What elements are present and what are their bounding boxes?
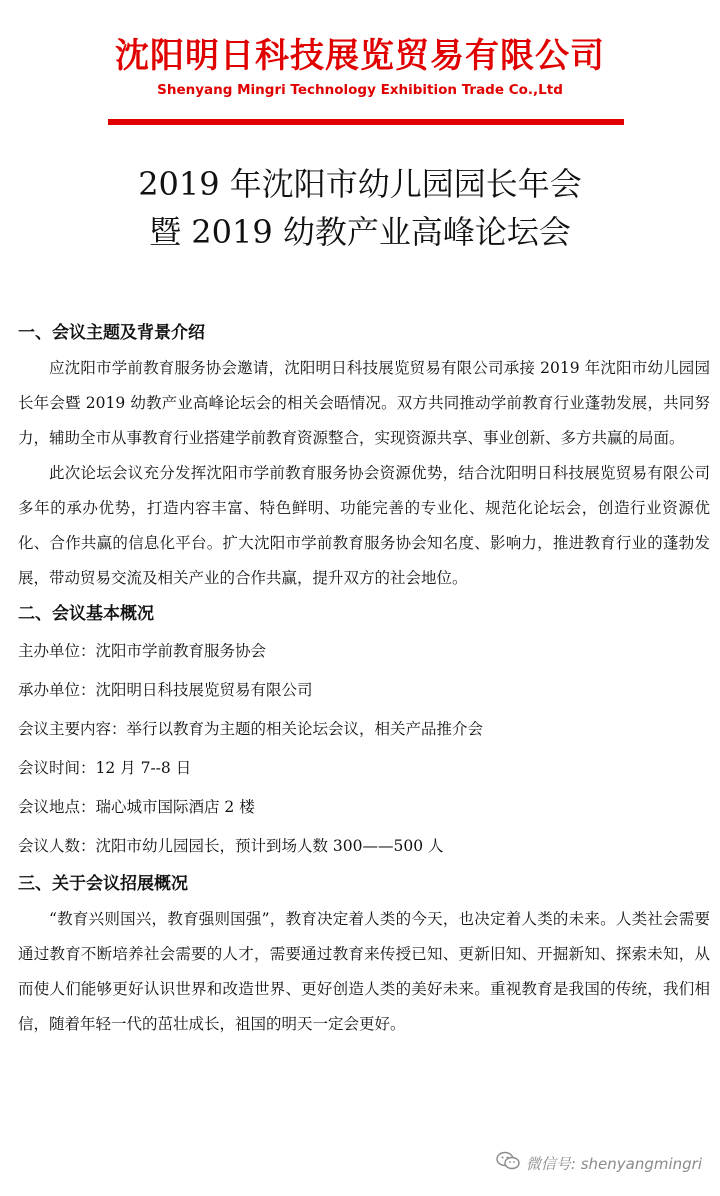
- title-line-2: 暨 2019 幼教产业高峰论坛会: [149, 213, 571, 251]
- exhibition-paragraph: “教育兴则国兴，教育强则国强”，教育决定着人类的今天，也决定着人类的未来。人类社会需要通过教育不断培养社会需要的人才，需要通过教育来传授已知、更新旧知、开掘新知、探索未知，从而使人们能够更好认识世界和改造世界、更好创造人类的美好未来。重视教育是我国的传统，我们相信，随着年轻一代的茁壮成长，祖国的明天一定会更好。: [18, 910, 710, 1033]
- info-organizer: 承办单位：沈阳明日科技展览贸易有限公司: [18, 681, 313, 699]
- wechat-icon: [496, 1151, 520, 1175]
- info-time: 会议时间：12 月 7--8 日: [18, 759, 192, 777]
- document-title: [0, 160, 720, 256]
- info-content: 会议主要内容：举行以教育为主题的相关论坛会议，相关产品推介会: [18, 720, 484, 738]
- section-heading-background: 一、会议主题及背景介绍: [18, 323, 205, 343]
- section-heading-overview: 二、会议基本概况: [18, 604, 154, 624]
- info-attendance: 会议人数：沈阳市幼儿园园长，预计到场人数 300——500 人: [18, 837, 444, 855]
- header-divider: [108, 119, 624, 125]
- company-name-en: Shenyang Mingri Technology Exhibition Trade Co.,Ltd: [157, 82, 563, 98]
- wechat-id-text: 微信号: shenyangmingri: [525, 1154, 702, 1173]
- info-venue: 会议地点：瑞心城市国际酒店 2 楼: [18, 798, 255, 816]
- info-host: 主办单位：沈阳市学前教育服务协会: [18, 642, 267, 660]
- company-name-cn: 沈阳明日科技展览贸易有限公司: [115, 36, 605, 76]
- title-line-1: 2019 年沈阳市幼儿园园长年会: [138, 165, 582, 203]
- wechat-watermark: [496, 1150, 702, 1176]
- document-body: [18, 315, 710, 1042]
- section-heading-exhibition: 三、关于会议招展概况: [18, 874, 188, 894]
- background-paragraph-2: 此次论坛会议充分发挥沈阳市学前教育服务协会资源优势，结合沈阳明日科技展览贸易有限公司多年的承办优势，打造内容丰富、特色鲜明、功能完善的专业化、规范化论坛会，创造行业资源优化、合作共赢的信息化平台。扩大沈阳市学前教育服务协会知名度、影响力，推进教育行业的蓬勃发展，带动贸易交流及相关产业的合作共赢，提升双方的社会地位。: [18, 464, 710, 587]
- background-paragraph-1: 应沈阳市学前教育服务协会邀请，沈阳明日科技展览贸易有限公司承接 2019 年沈阳市幼儿园园长年会暨 2019 幼教产业高峰论坛会的相关会晤情况。双方共同推动学前教育行业蓬勃发展，共同努力，辅助全市从事教育行业搭建学前教育资源整合，实现资源共享、事业创新、多方共赢的局面。: [18, 359, 710, 447]
